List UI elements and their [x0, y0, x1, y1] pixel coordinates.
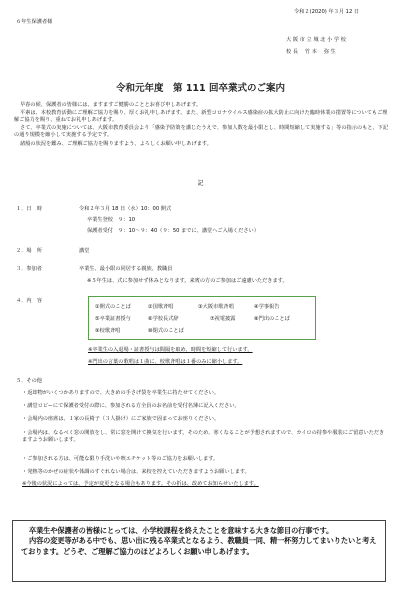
date: 令和２(2020) 年３月 12 日 [294, 9, 360, 15]
program-item: ③大阪市歌斉唱 [198, 304, 234, 310]
section-2-heading: ２．場 所 [16, 248, 42, 254]
school-name: 大 阪 市 立 城 北 小 学 校 [286, 37, 346, 43]
section-3-note: ※５年生は、式に参加せず休みとなります。来賓の方のご参加はご遠慮いただきます。 [87, 278, 288, 284]
program-item: ⑦祝電披露 [210, 316, 236, 322]
program-item: ⑧門出のことば [254, 316, 290, 322]
section-5-heading: ５．その他 [16, 378, 42, 384]
intro-paragraph-3: さて、卒業式の実施については、大阪市教育委員会より「感染予防策を講じたうえで、参加人数を最小限とし、時間短縮して実施する」等の指示のもと、下記の通り規模を縮小して実施する予定です。 [14, 125, 389, 139]
section-4-note-2: ※門出の言葉の歌唱は１曲に、校歌斉唱は１番のみに縮小します。 [88, 359, 243, 365]
other-item: ・会場内の座席は、１家の長椅子（３人掛け）にご家族で固まってお座りください。 [22, 416, 220, 422]
section-1-guardian-reception: 保護者受付 ９：10～９：40（９：50 までに、講堂へご入場ください） [87, 228, 259, 234]
section-1-student-arrival: 卒業生登校 ９：10 [87, 217, 136, 223]
program-item: ④学事報告 [254, 304, 280, 310]
program-item: ⑨校歌斉唱 [95, 328, 121, 334]
closing-message-1: 卒業生や保護者の皆様にとっては、小学校課程を終えたことを意味する大きな節目の行事です。 [29, 526, 334, 535]
section-3-heading: ３．参加者 [16, 266, 42, 272]
closing-message-2: 内容の変更等がある中でも、思い出に残る卒業式となるよう、教職員一同、精一杯努力してまいりたいと考えております。どうぞ、ご理解ご協力のほどよろしくお願い申しあげます。 [21, 536, 377, 556]
program-item: ①開式のことば [95, 304, 131, 310]
program-item: ⑥学校長式辞 [148, 316, 179, 322]
program-item: ⑩閉式のことば [148, 328, 184, 334]
recipient: ６年生保護者様 [16, 19, 53, 25]
section-2-venue: 講堂 [79, 248, 90, 254]
other-item: ・講堂ロビーにて保護者受付の際に、参加される方全員のお名前を受付名簿に記入ください。 [22, 403, 240, 409]
other-note: ※今後の状況によっては、予定が変更となる場合もあります。その折は、改めてお知らせいたします。 [22, 481, 259, 487]
intro-paragraph-1: 早春の候、保護者の皆様には、ますますご健勝のこととお喜び申しあげます。 [20, 102, 202, 108]
document-title: 令和元年度 第 111 回卒業式のご案内 [116, 83, 285, 94]
ki-label: 記 [197, 180, 204, 187]
program-item: ②国歌斉唱 [148, 304, 174, 310]
intro-paragraph-2: 平素は、本校教育活動にご理解ご協力を賜り、厚くお礼申しあげます。また、新型コロナウイルス感染症の拡大防止に向けた臨時休業の措置等についてもご理解ご協力を賜り、重ねてお礼申しあげます。 [14, 110, 388, 124]
section-1-datetime: 令和２年３月 18 日（水）10：00 開式 [79, 206, 172, 212]
other-item: ・会場内は、なるべく窓の開放をし、常に窓を開けて換気を行います。そのため、寒くなることが予想されますので、カイロの持参や服装にご留意いただきますようお願いします。 [22, 430, 385, 444]
section-4-heading: ４．内 容 [16, 298, 42, 304]
section-3-participants: 卒業生、最小限の同居する親族、教職員 [79, 266, 173, 272]
other-item: ・返却物がいくつかありますので、大きめの手さげ袋を卒業生に持たせてください。 [22, 390, 220, 396]
section-1-heading: １．日 時 [16, 206, 42, 212]
principal-name: 校 長 竹 本 弥 生 [286, 49, 336, 55]
other-item: ・発熱等のかぜの症状や体調のすぐれない場合は、来校を控えていただきますようお願いします。 [22, 469, 250, 475]
program-item: ⑤卒業証書授与 [95, 316, 131, 322]
intro-paragraph-4: 諸般の状況を鑑み、ご理解ご協力を賜りますよう、よろしくお願い申しあげます。 [20, 141, 212, 147]
closing-message-box [12, 520, 386, 582]
section-4-note-1: ※卒業生の入退場・証書授与は間隔を取め、時間を短縮して行います。 [88, 347, 253, 353]
other-item: ・ご参加される方は、可能な限り手洗いや咳エチケット等のご協力をお願いします。 [22, 456, 219, 462]
